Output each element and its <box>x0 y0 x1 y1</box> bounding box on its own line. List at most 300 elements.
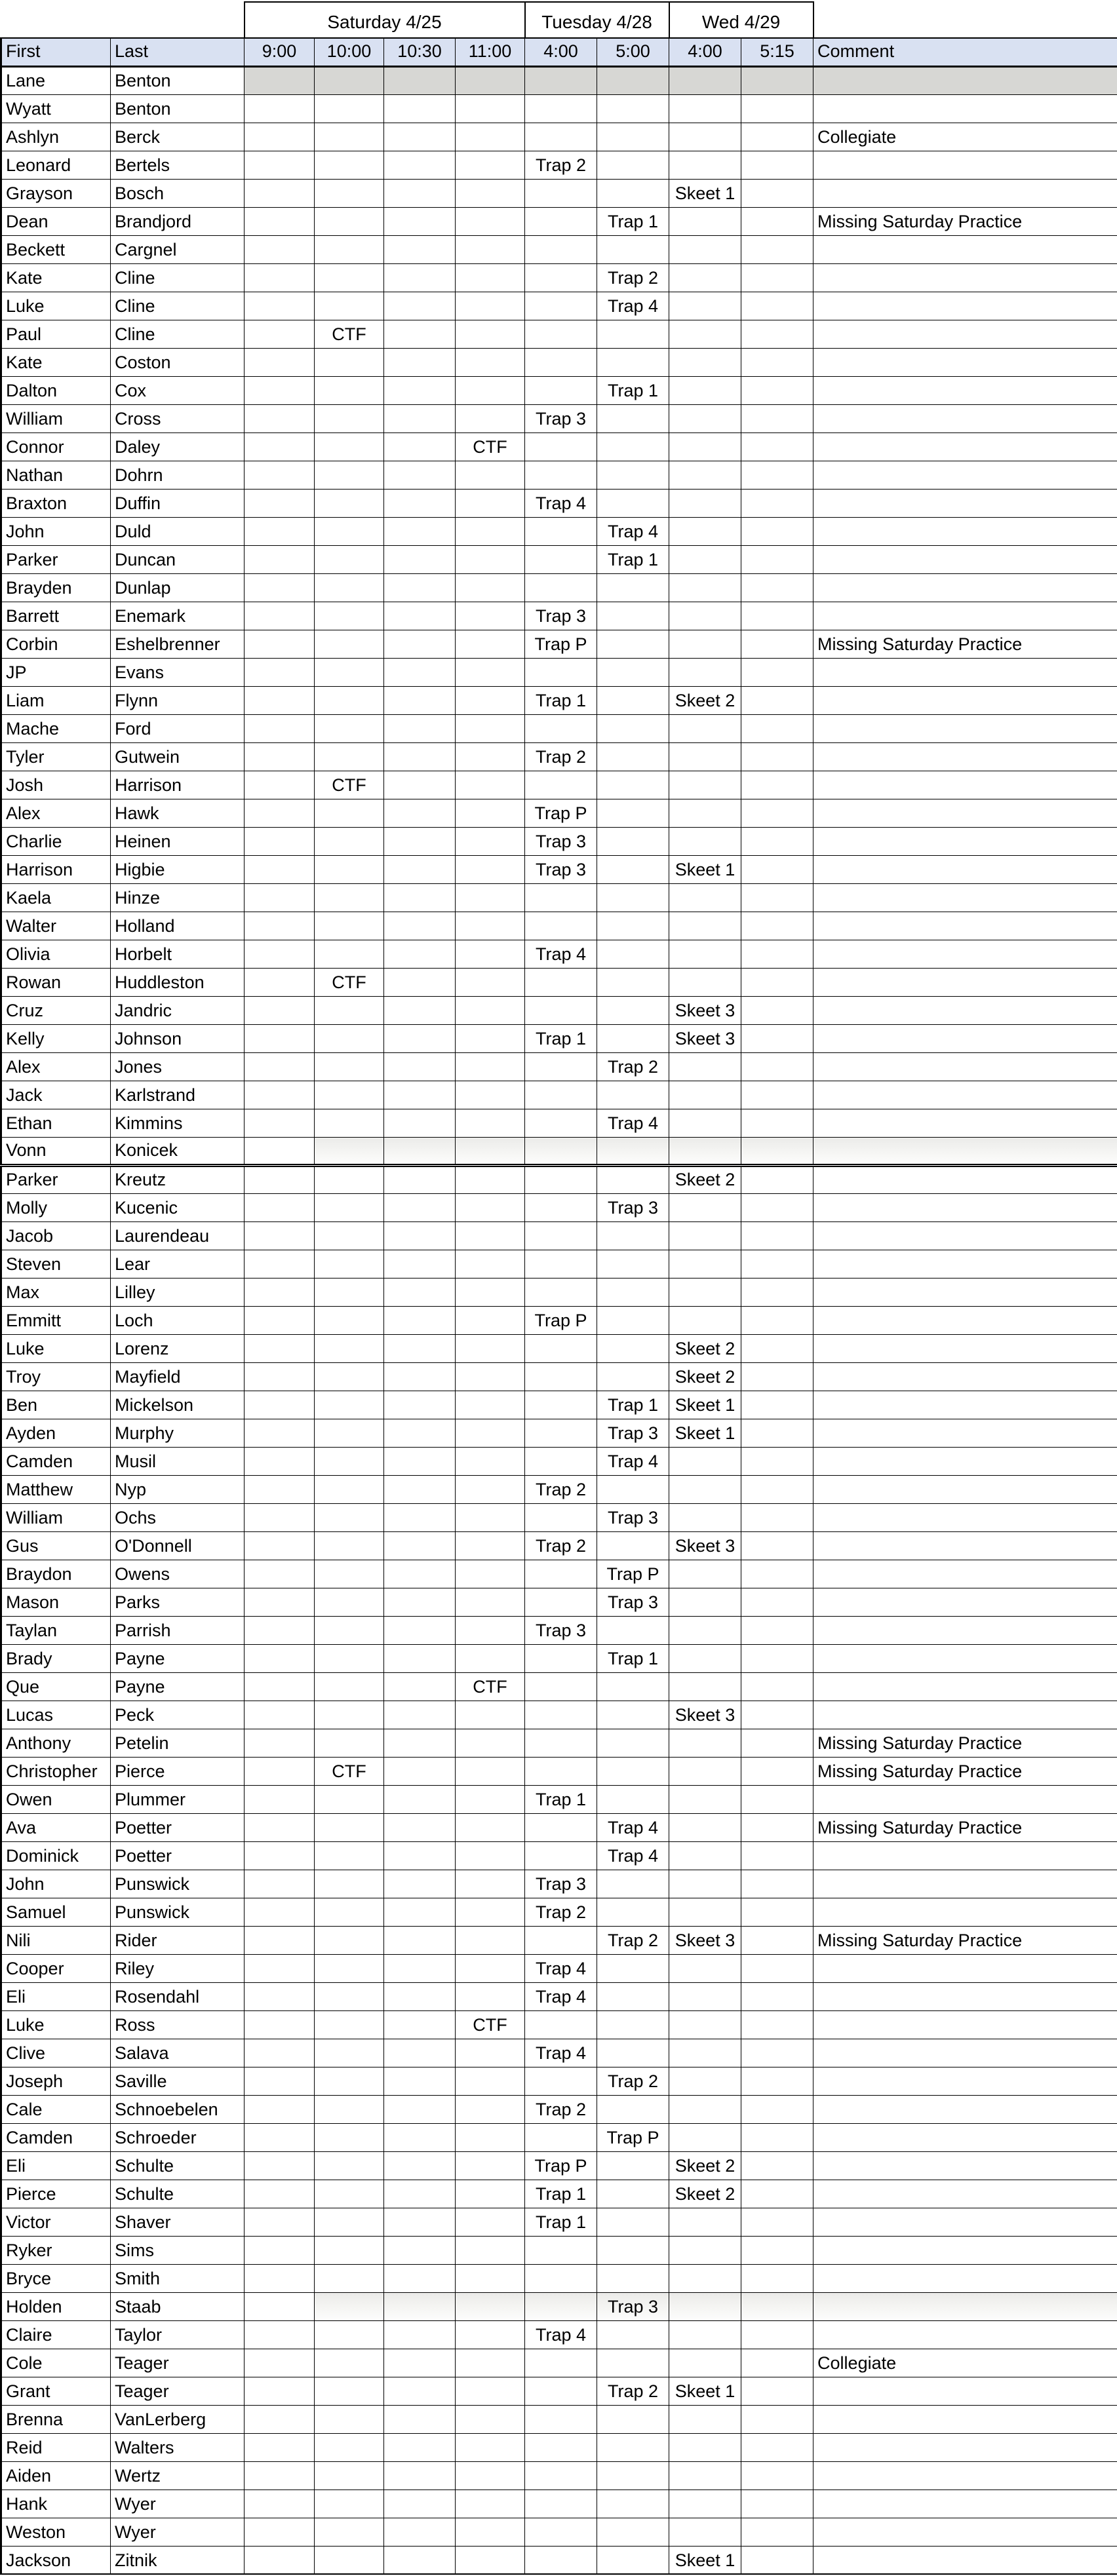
slot-cell[interactable] <box>384 1419 456 1447</box>
slot-cell[interactable] <box>597 1165 669 1193</box>
slot-cell[interactable] <box>741 2180 813 2208</box>
slot-cell[interactable] <box>315 1560 384 1588</box>
first-name-cell[interactable]: Dalton <box>1 376 111 404</box>
last-name-cell[interactable]: Poetter <box>111 1841 245 1870</box>
last-name-cell[interactable]: Evans <box>111 658 245 686</box>
first-name-cell[interactable]: William <box>1 404 111 433</box>
comment-cell[interactable]: Collegiate <box>813 2349 1117 2377</box>
slot-cell[interactable] <box>315 461 384 489</box>
first-name-cell[interactable]: Luke <box>1 1334 111 1362</box>
slot-cell[interactable] <box>384 1898 456 1926</box>
slot-cell[interactable] <box>315 2518 384 2546</box>
comment-cell[interactable] <box>813 996 1117 1024</box>
slot-cell[interactable] <box>525 2489 597 2518</box>
comment-cell[interactable] <box>813 2095 1117 2123</box>
comment-cell[interactable] <box>813 1250 1117 1278</box>
comment-cell[interactable] <box>813 2433 1117 2461</box>
slot-cell[interactable] <box>669 404 741 433</box>
slot-cell[interactable] <box>245 1306 315 1334</box>
slot-cell[interactable] <box>384 602 456 630</box>
slot-cell[interactable] <box>525 2236 597 2264</box>
slot-cell[interactable] <box>669 1475 741 1503</box>
comment-cell[interactable] <box>813 433 1117 461</box>
comment-cell[interactable] <box>813 1785 1117 1813</box>
slot-cell[interactable] <box>456 1701 525 1729</box>
slot-cell[interactable] <box>597 2461 669 2489</box>
slot-cell[interactable] <box>669 94 741 123</box>
slot-cell[interactable] <box>245 235 315 263</box>
column-header-wed-400[interactable]: 4:00 <box>669 38 741 66</box>
slot-cell[interactable] <box>597 855 669 883</box>
slot-cell[interactable] <box>245 348 315 376</box>
slot-cell[interactable] <box>525 2546 597 2574</box>
slot-cell[interactable] <box>669 1982 741 2010</box>
slot-cell[interactable] <box>741 1193 813 1221</box>
slot-cell[interactable] <box>456 1362 525 1391</box>
last-name-cell[interactable]: Taylor <box>111 2320 245 2349</box>
last-name-cell[interactable]: Laurendeau <box>111 1221 245 1250</box>
slot-cell[interactable] <box>456 207 525 235</box>
slot-cell[interactable] <box>741 1447 813 1475</box>
slot-cell[interactable]: Trap 3 <box>525 1870 597 1898</box>
slot-cell[interactable] <box>384 1306 456 1334</box>
slot-cell[interactable] <box>384 658 456 686</box>
slot-cell[interactable] <box>525 433 597 461</box>
slot-cell[interactable]: Trap 3 <box>597 1419 669 1447</box>
last-name-cell[interactable]: Duffin <box>111 489 245 517</box>
slot-cell[interactable] <box>245 66 315 94</box>
slot-cell[interactable] <box>456 2067 525 2095</box>
comment-cell[interactable] <box>813 320 1117 348</box>
slot-cell[interactable]: Trap 3 <box>597 1588 669 1616</box>
slot-cell[interactable] <box>669 1785 741 1813</box>
slot-cell[interactable] <box>245 545 315 573</box>
slot-cell[interactable] <box>669 827 741 855</box>
slot-cell[interactable] <box>456 2123 525 2151</box>
slot-cell[interactable] <box>597 1531 669 1560</box>
slot-cell[interactable] <box>456 545 525 573</box>
slot-cell[interactable] <box>597 827 669 855</box>
first-name-cell[interactable]: Molly <box>1 1193 111 1221</box>
slot-cell[interactable] <box>669 742 741 771</box>
slot-cell[interactable]: Trap 3 <box>525 404 597 433</box>
slot-cell[interactable] <box>384 235 456 263</box>
slot-cell[interactable] <box>245 404 315 433</box>
slot-cell[interactable] <box>597 714 669 742</box>
slot-cell[interactable] <box>384 2461 456 2489</box>
slot-cell[interactable] <box>384 1644 456 1672</box>
slot-cell[interactable] <box>315 1419 384 1447</box>
slot-cell[interactable] <box>741 1278 813 1306</box>
last-name-cell[interactable]: Rider <box>111 1926 245 1954</box>
last-name-cell[interactable]: Walters <box>111 2433 245 2461</box>
slot-cell[interactable] <box>456 1306 525 1334</box>
slot-cell[interactable] <box>456 94 525 123</box>
slot-cell[interactable] <box>245 1081 315 1109</box>
slot-cell[interactable] <box>245 630 315 658</box>
column-header-tue-500[interactable]: 5:00 <box>597 38 669 66</box>
slot-cell[interactable] <box>456 179 525 207</box>
slot-cell[interactable] <box>245 376 315 404</box>
slot-cell[interactable] <box>315 2067 384 2095</box>
slot-cell[interactable]: Trap P <box>597 2123 669 2151</box>
slot-cell[interactable] <box>741 2264 813 2292</box>
slot-cell[interactable] <box>741 658 813 686</box>
last-name-cell[interactable]: Enemark <box>111 602 245 630</box>
slot-cell[interactable] <box>741 2292 813 2320</box>
slot-cell[interactable] <box>456 1729 525 1757</box>
slot-cell[interactable] <box>245 94 315 123</box>
slot-cell[interactable] <box>245 1193 315 1221</box>
slot-cell[interactable] <box>741 2010 813 2039</box>
slot-cell[interactable] <box>597 2264 669 2292</box>
slot-cell[interactable] <box>384 207 456 235</box>
slot-cell[interactable] <box>245 1870 315 1898</box>
slot-cell[interactable] <box>525 545 597 573</box>
comment-cell[interactable] <box>813 686 1117 714</box>
last-name-cell[interactable]: Peck <box>111 1701 245 1729</box>
slot-cell[interactable] <box>384 1391 456 1419</box>
slot-cell[interactable] <box>245 433 315 461</box>
slot-cell[interactable] <box>245 2151 315 2180</box>
slot-cell[interactable] <box>245 968 315 996</box>
slot-cell[interactable] <box>245 1165 315 1193</box>
slot-cell[interactable] <box>315 292 384 320</box>
slot-cell[interactable] <box>741 2433 813 2461</box>
slot-cell[interactable] <box>315 855 384 883</box>
slot-cell[interactable] <box>245 1419 315 1447</box>
slot-cell[interactable] <box>741 1165 813 1193</box>
slot-cell[interactable] <box>669 714 741 742</box>
last-name-cell[interactable]: Schulte <box>111 2151 245 2180</box>
first-name-cell[interactable]: Lucas <box>1 1701 111 1729</box>
first-name-cell[interactable]: Eli <box>1 2151 111 2180</box>
slot-cell[interactable] <box>315 123 384 151</box>
slot-cell[interactable] <box>597 1616 669 1644</box>
last-name-cell[interactable]: Plummer <box>111 1785 245 1813</box>
slot-cell[interactable] <box>315 263 384 292</box>
slot-cell[interactable] <box>669 1250 741 1278</box>
slot-cell[interactable] <box>597 94 669 123</box>
slot-cell[interactable] <box>245 320 315 348</box>
slot-cell[interactable] <box>669 658 741 686</box>
slot-cell[interactable] <box>384 94 456 123</box>
slot-cell[interactable] <box>669 883 741 912</box>
comment-cell[interactable] <box>813 1982 1117 2010</box>
slot-cell[interactable] <box>741 2405 813 2433</box>
slot-cell[interactable] <box>384 2264 456 2292</box>
slot-cell[interactable] <box>741 1813 813 1841</box>
slot-cell[interactable] <box>384 771 456 799</box>
slot-cell[interactable] <box>597 1024 669 1052</box>
slot-cell[interactable] <box>669 912 741 940</box>
slot-cell[interactable] <box>315 827 384 855</box>
slot-cell[interactable] <box>741 348 813 376</box>
slot-cell[interactable] <box>315 376 384 404</box>
slot-cell[interactable] <box>315 2320 384 2349</box>
slot-cell[interactable] <box>384 1193 456 1221</box>
last-name-cell[interactable]: VanLerberg <box>111 2405 245 2433</box>
slot-cell[interactable]: Skeet 1 <box>669 1419 741 1447</box>
slot-cell[interactable] <box>384 1757 456 1785</box>
slot-cell[interactable] <box>741 883 813 912</box>
slot-cell[interactable] <box>384 2123 456 2151</box>
slot-cell[interactable] <box>597 602 669 630</box>
slot-cell[interactable] <box>315 1109 384 1137</box>
comment-cell[interactable]: Missing Saturday Practice <box>813 1813 1117 1841</box>
slot-cell[interactable] <box>525 1278 597 1306</box>
slot-cell[interactable]: Trap 1 <box>525 1024 597 1052</box>
slot-cell[interactable] <box>525 1081 597 1109</box>
slot-cell[interactable] <box>245 2489 315 2518</box>
slot-cell[interactable] <box>741 1081 813 1109</box>
slot-cell[interactable] <box>456 2489 525 2518</box>
comment-cell[interactable] <box>813 545 1117 573</box>
slot-cell[interactable] <box>525 1588 597 1616</box>
slot-cell[interactable] <box>741 1503 813 1531</box>
slot-cell[interactable] <box>741 940 813 968</box>
slot-cell[interactable] <box>669 461 741 489</box>
slot-cell[interactable] <box>525 883 597 912</box>
first-name-cell[interactable]: Rowan <box>1 968 111 996</box>
first-name-cell[interactable]: Anthony <box>1 1729 111 1757</box>
slot-cell[interactable] <box>597 2236 669 2264</box>
last-name-cell[interactable]: Shaver <box>111 2208 245 2236</box>
slot-cell[interactable] <box>597 2010 669 2039</box>
slot-cell[interactable] <box>456 714 525 742</box>
slot-cell[interactable] <box>384 2546 456 2574</box>
slot-cell[interactable]: Skeet 3 <box>669 1701 741 1729</box>
slot-cell[interactable] <box>597 2518 669 2546</box>
slot-cell[interactable] <box>525 461 597 489</box>
slot-cell[interactable] <box>245 2180 315 2208</box>
slot-cell[interactable] <box>669 2349 741 2377</box>
slot-cell[interactable] <box>245 1926 315 1954</box>
slot-cell[interactable] <box>315 2461 384 2489</box>
slot-cell[interactable] <box>315 1052 384 1081</box>
first-name-cell[interactable]: John <box>1 1870 111 1898</box>
slot-cell[interactable] <box>669 1081 741 1109</box>
slot-cell[interactable] <box>669 320 741 348</box>
slot-cell[interactable] <box>456 1870 525 1898</box>
slot-cell[interactable] <box>384 2405 456 2433</box>
slot-cell[interactable] <box>315 1024 384 1052</box>
slot-cell[interactable] <box>669 573 741 602</box>
slot-cell[interactable] <box>384 996 456 1024</box>
slot-cell[interactable] <box>741 573 813 602</box>
slot-cell[interactable] <box>741 827 813 855</box>
slot-cell[interactable]: Skeet 3 <box>669 1024 741 1052</box>
slot-cell[interactable] <box>741 66 813 94</box>
slot-cell[interactable] <box>315 2349 384 2377</box>
first-name-cell[interactable]: Weston <box>1 2518 111 2546</box>
slot-cell[interactable] <box>315 1362 384 1391</box>
slot-cell[interactable] <box>669 968 741 996</box>
slot-cell[interactable] <box>525 207 597 235</box>
last-name-cell[interactable]: Petelin <box>111 1729 245 1757</box>
slot-cell[interactable] <box>384 433 456 461</box>
slot-cell[interactable] <box>245 517 315 545</box>
slot-cell[interactable] <box>384 2151 456 2180</box>
slot-cell[interactable]: Trap P <box>525 630 597 658</box>
comment-cell[interactable] <box>813 1531 1117 1560</box>
comment-cell[interactable]: Collegiate <box>813 123 1117 151</box>
slot-cell[interactable] <box>456 2264 525 2292</box>
slot-cell[interactable] <box>384 1954 456 1982</box>
slot-cell[interactable] <box>315 658 384 686</box>
slot-cell[interactable] <box>741 1729 813 1757</box>
slot-cell[interactable] <box>315 2236 384 2264</box>
slot-cell[interactable] <box>456 2151 525 2180</box>
slot-cell[interactable] <box>245 996 315 1024</box>
first-name-cell[interactable]: Camden <box>1 2123 111 2151</box>
last-name-cell[interactable]: Hawk <box>111 799 245 827</box>
slot-cell[interactable] <box>315 2292 384 2320</box>
slot-cell[interactable] <box>741 1841 813 1870</box>
comment-cell[interactable] <box>813 855 1117 883</box>
slot-cell[interactable] <box>741 1644 813 1672</box>
slot-cell[interactable] <box>741 2349 813 2377</box>
slot-cell[interactable] <box>669 2405 741 2433</box>
slot-cell[interactable] <box>315 1503 384 1531</box>
comment-cell[interactable] <box>813 2461 1117 2489</box>
last-name-cell[interactable]: Higbie <box>111 855 245 883</box>
last-name-cell[interactable]: Cox <box>111 376 245 404</box>
comment-cell[interactable] <box>813 573 1117 602</box>
slot-cell[interactable] <box>669 1052 741 1081</box>
first-name-cell[interactable]: Connor <box>1 433 111 461</box>
first-name-cell[interactable]: Grant <box>1 2377 111 2405</box>
slot-cell[interactable] <box>525 1841 597 1870</box>
slot-cell[interactable] <box>456 883 525 912</box>
slot-cell[interactable] <box>384 1165 456 1193</box>
slot-cell[interactable] <box>525 1362 597 1391</box>
slot-cell[interactable] <box>741 151 813 179</box>
slot-cell[interactable] <box>456 1250 525 1278</box>
comment-cell[interactable] <box>813 461 1117 489</box>
slot-cell[interactable] <box>669 2461 741 2489</box>
slot-cell[interactable] <box>315 545 384 573</box>
slot-cell[interactable] <box>315 2546 384 2574</box>
slot-cell[interactable] <box>384 2349 456 2377</box>
first-name-cell[interactable]: Ryker <box>1 2236 111 2264</box>
slot-cell[interactable] <box>315 714 384 742</box>
first-name-cell[interactable]: Charlie <box>1 827 111 855</box>
slot-cell[interactable]: Skeet 2 <box>669 1165 741 1193</box>
slot-cell[interactable] <box>384 2039 456 2067</box>
slot-cell[interactable] <box>384 1813 456 1841</box>
slot-cell[interactable] <box>384 2518 456 2546</box>
last-name-cell[interactable]: Flynn <box>111 686 245 714</box>
slot-cell[interactable] <box>456 2546 525 2574</box>
comment-cell[interactable] <box>813 1898 1117 1926</box>
slot-cell[interactable] <box>315 1193 384 1221</box>
slot-cell[interactable] <box>384 1616 456 1644</box>
slot-cell[interactable] <box>525 1165 597 1193</box>
slot-cell[interactable] <box>525 1644 597 1672</box>
last-name-cell[interactable]: Cargnel <box>111 235 245 263</box>
slot-cell[interactable] <box>741 179 813 207</box>
slot-cell[interactable] <box>741 123 813 151</box>
slot-cell[interactable] <box>456 2405 525 2433</box>
first-name-cell[interactable]: Christopher <box>1 1757 111 1785</box>
comment-cell[interactable] <box>813 404 1117 433</box>
last-name-cell[interactable]: Bertels <box>111 151 245 179</box>
slot-cell[interactable] <box>669 1898 741 1926</box>
first-name-cell[interactable]: Victor <box>1 2208 111 2236</box>
slot-cell[interactable] <box>245 179 315 207</box>
slot-cell[interactable] <box>525 1391 597 1419</box>
slot-cell[interactable]: Trap 4 <box>525 940 597 968</box>
last-name-cell[interactable]: Smith <box>111 2264 245 2292</box>
slot-cell[interactable] <box>741 2208 813 2236</box>
slot-cell[interactable] <box>384 573 456 602</box>
first-name-cell[interactable]: Barrett <box>1 602 111 630</box>
first-name-cell[interactable]: Nili <box>1 1926 111 1954</box>
slot-cell[interactable] <box>669 1137 741 1165</box>
slot-cell[interactable] <box>456 1560 525 1588</box>
comment-cell[interactable] <box>813 1081 1117 1109</box>
slot-cell[interactable] <box>245 1334 315 1362</box>
slot-cell[interactable] <box>669 630 741 658</box>
comment-cell[interactable] <box>813 742 1117 771</box>
slot-cell[interactable]: Skeet 2 <box>669 686 741 714</box>
slot-cell[interactable] <box>245 1588 315 1616</box>
slot-cell[interactable]: Trap 4 <box>525 489 597 517</box>
slot-cell[interactable] <box>525 94 597 123</box>
slot-cell[interactable] <box>315 1081 384 1109</box>
slot-cell[interactable] <box>315 1644 384 1672</box>
slot-cell[interactable] <box>741 2320 813 2349</box>
slot-cell[interactable] <box>597 1221 669 1250</box>
slot-cell[interactable] <box>597 123 669 151</box>
slot-cell[interactable] <box>456 912 525 940</box>
last-name-cell[interactable]: Cline <box>111 292 245 320</box>
slot-cell[interactable] <box>456 968 525 996</box>
slot-cell[interactable] <box>456 1785 525 1813</box>
slot-cell[interactable] <box>315 1785 384 1813</box>
slot-cell[interactable] <box>669 1588 741 1616</box>
slot-cell[interactable] <box>669 235 741 263</box>
slot-cell[interactable] <box>384 1278 456 1306</box>
first-name-cell[interactable]: Cale <box>1 2095 111 2123</box>
comment-cell[interactable] <box>813 912 1117 940</box>
slot-cell[interactable] <box>384 179 456 207</box>
first-name-cell[interactable]: Vonn <box>1 1137 111 1165</box>
last-name-cell[interactable]: Salava <box>111 2039 245 2067</box>
slot-cell[interactable] <box>669 2095 741 2123</box>
slot-cell[interactable] <box>245 912 315 940</box>
column-header-sat-900[interactable]: 9:00 <box>245 38 315 66</box>
slot-cell[interactable] <box>456 2095 525 2123</box>
slot-cell[interactable] <box>245 2208 315 2236</box>
slot-cell[interactable] <box>741 320 813 348</box>
slot-cell[interactable] <box>315 2377 384 2405</box>
slot-cell[interactable] <box>456 2292 525 2320</box>
last-name-cell[interactable]: Harrison <box>111 771 245 799</box>
slot-cell[interactable] <box>315 912 384 940</box>
slot-cell[interactable] <box>597 1250 669 1278</box>
slot-cell[interactable] <box>669 1757 741 1785</box>
slot-cell[interactable]: Trap 4 <box>525 1982 597 2010</box>
last-name-cell[interactable]: Payne <box>111 1644 245 1672</box>
comment-cell[interactable] <box>813 94 1117 123</box>
comment-cell[interactable] <box>813 1475 1117 1503</box>
slot-cell[interactable] <box>741 1475 813 1503</box>
slot-cell[interactable] <box>741 489 813 517</box>
slot-cell[interactable] <box>669 517 741 545</box>
slot-cell[interactable]: Trap 4 <box>597 1813 669 1841</box>
